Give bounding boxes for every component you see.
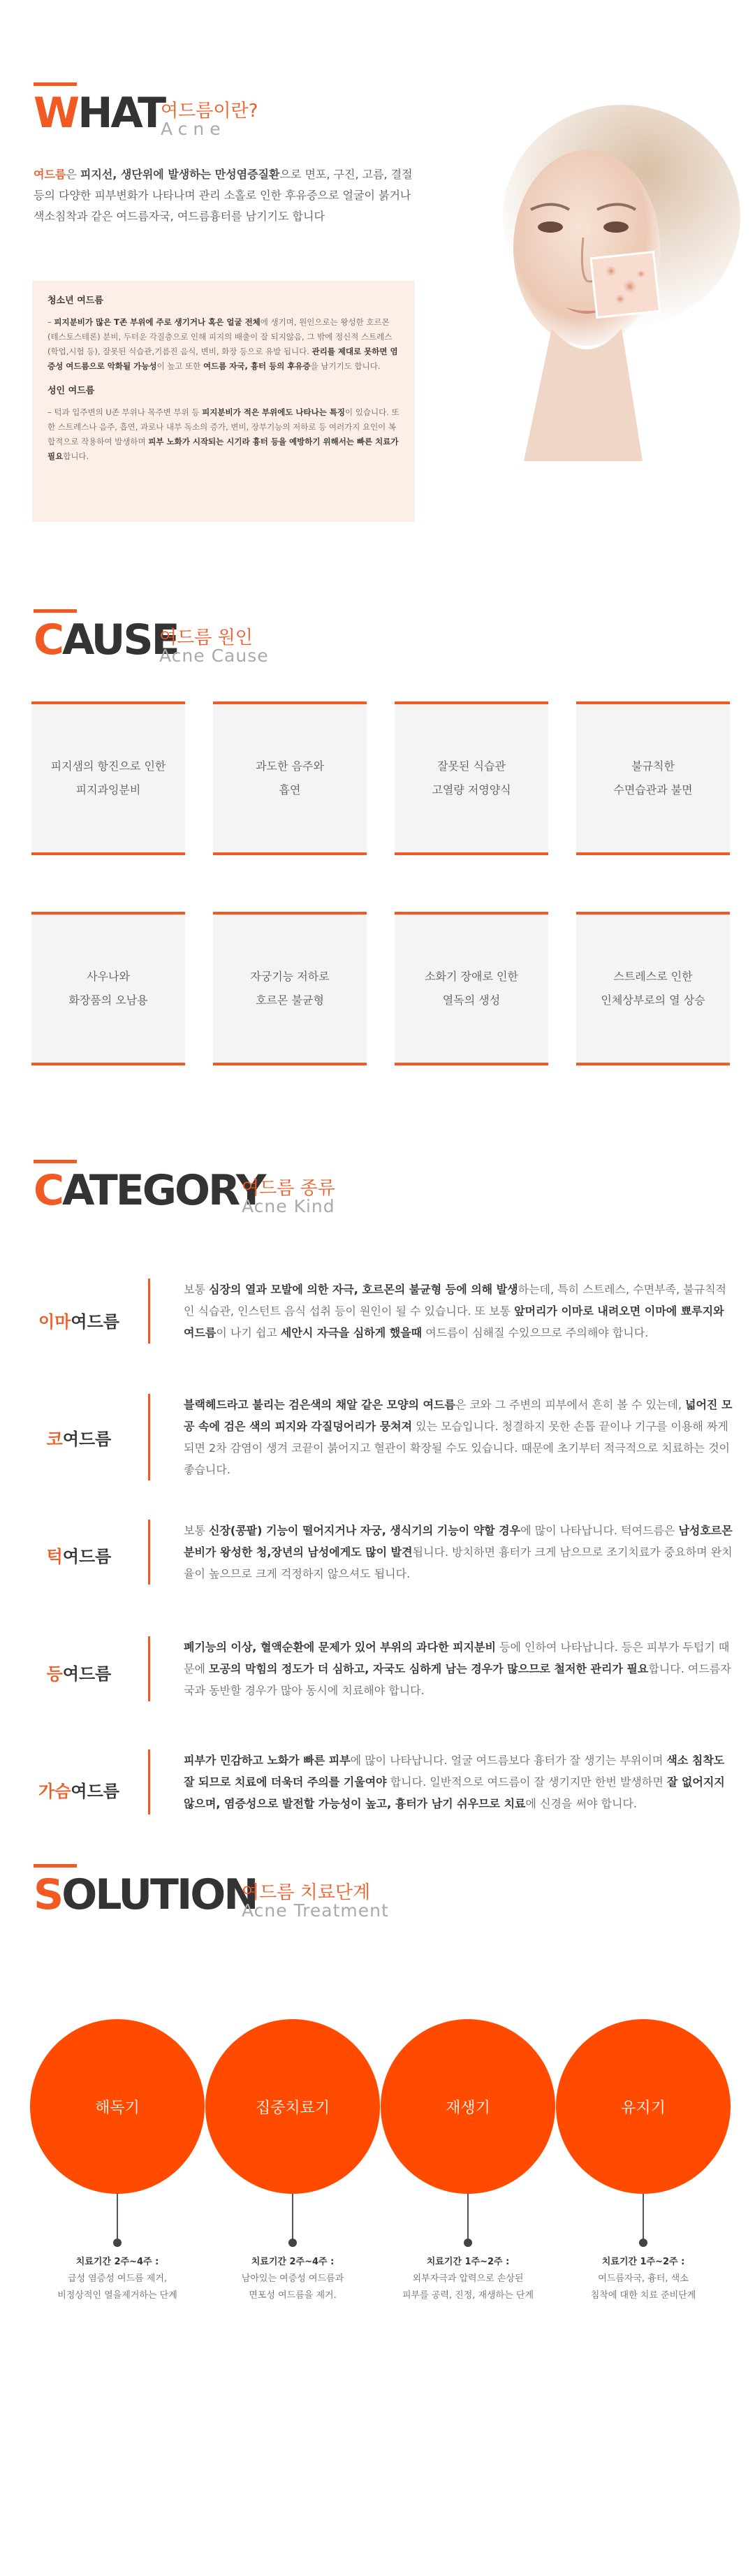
cause-heading [34, 609, 453, 672]
description-segment: 블랙헤드라고 불리는 검은색의 채알 같은 모양의 여드름 [184, 1398, 455, 1411]
category-name: 가슴여드름 [38, 1782, 119, 1801]
connector-dot [288, 2239, 297, 2247]
cause-card: 피지샘의 항진으로 인한 피지과잉분비 [31, 701, 185, 855]
description-segment: 남성호르몬 분비가 왕성한 청,장년의 남성에게도 많이 발견 [184, 1524, 733, 1559]
woman-face-illustration [447, 98, 754, 461]
description-segment: 있는 모습입니다. 청결하지 못한 손톱 끝이나 기구를 이용해 짜게 되면 2차 감염이 생겨 코끝이 붉어지고 혈관이 확장될 수도 있습니다. 때문에 초기부터 적극적으로 치료하는 것이 좋습니다. [184, 1420, 730, 1476]
connector-line [643, 2194, 644, 2243]
teen-acne-text: – 피지분비가 많은 T존 부위에 주로 생기거나 혹은 얼굴 전체에 생기며, 원인으로는 왕성한 호르몬(테스토스테론) 분비, 두터운 각질층으로 인해 피지의 배출이 잘 되지않음, 그 밖에 정신적 스트레스(학업,시험 등), 잘못된 식습관,기름진 음식, 변비, 화장 등으로 유발 됩니다. 관리를 제대로 못하면 염증성 여드름으로 악화될 가능성이 높고 또한 여드름 자국, 흉터 등의 후유증을 남기기도 합니다. [47, 317, 398, 371]
heading-accent-bar [34, 82, 77, 86]
adult-acne-title: 성인 여드름 [47, 386, 95, 396]
description-segment: 잘 없어지지 않으며, 염증성으로 발전할 가능성이 높고, 흉터가 남기 쉬우므로 치료 [184, 1775, 725, 1810]
category-description [148, 1520, 735, 1585]
what-title-kr: 여드름이란? [161, 101, 258, 122]
heading-accent-bar [34, 609, 77, 613]
what-title-en: Acne [161, 119, 226, 139]
cause-card: 불규칙한 수면습관과 불면 [576, 701, 730, 855]
description-segment: 신장(콩팥) 기능이 떨어지거나 자궁, 생식기의 기능이 약할 경우 [209, 1524, 521, 1537]
connector-line [292, 2194, 293, 2243]
connector-dot [639, 2239, 647, 2247]
category-name: 코여드름 [46, 1429, 112, 1449]
category-heading [34, 1160, 522, 1223]
solution-step-circle: 유지기 [556, 2019, 731, 2194]
cause-title: CAUSE [34, 616, 178, 664]
category-title-kr: 여드름 종류 [242, 1178, 335, 1199]
description-segment: 등에 인하여 나타납니다. 등은 피부가 두텁기 때문에 [184, 1640, 730, 1675]
connector-dot [113, 2239, 122, 2247]
description-segment: 앞머리가 이마로 내려오면 이마에 뾰루지와 여드름 [184, 1304, 724, 1339]
cause-card: 자궁기능 저하로 호르몬 불균형 [213, 912, 367, 1065]
category-description [148, 1279, 735, 1344]
what-title: WHAT [34, 89, 165, 138]
heading-accent-bar [34, 1160, 77, 1163]
description-segment: 합니다. 일반적으로 여드름이 잘 생기지만 한번 발생하면 [386, 1775, 667, 1789]
solution-step-text: 치료기간 2주~4주 : 남아있는 여증성 여드름과 면포성 여드름을 제거. [241, 2257, 344, 2301]
cause-card: 과도한 음주와 흡연 [213, 701, 367, 855]
solution-step-text: 치료기간 1주~2주 : 여드름자국, 흉터, 색소 침착에 대한 치료 준비단계 [590, 2257, 696, 2301]
description-segment: 에 많이 나타납니다. 턱여드름은 [520, 1524, 679, 1537]
cause-title-en: Acne Cause [159, 646, 269, 666]
category-description [148, 1394, 735, 1480]
description-segment: 보통 [184, 1524, 209, 1537]
what-heading [34, 82, 453, 145]
category-description [148, 1636, 735, 1701]
solution-step-text: 치료기간 1주~2주 : 외부자극과 압력으로 손상된 피부를 공력, 진정, 재생하는 단계 [402, 2257, 534, 2301]
description-segment: 여드름이 심해질 수있으므로 주의해야 합니다. [422, 1326, 649, 1339]
teen-acne-title: 청소년 여드름 [47, 296, 103, 306]
solution-title-kr: 여드름 치료단계 [242, 1882, 371, 1903]
description-segment: 합니다. 여드름자국과 동반할 경우가 많아 동시에 치료해야 합니다. [184, 1662, 731, 1697]
cause-card: 사우나와 화장품의 오남용 [31, 912, 185, 1065]
description-segment: 심장의 열과 모발에 의한 자극, 호르몬의 불균형 등에 의해 발생 [209, 1283, 518, 1296]
description-segment: 넓어진 모공 속에 검은 색의 피지와 각질덩어리가 뭉쳐져 [184, 1398, 733, 1433]
cause-card: 잘못된 식습관 고열량 저영양식 [395, 701, 548, 855]
connector-dot [464, 2239, 472, 2247]
solution-step-circle: 재생기 [381, 2019, 555, 2194]
cause-card: 소화기 장애로 인한 열독의 생성 [395, 912, 548, 1065]
description-segment: 됩니다. 방치하면 흉터가 크게 남으므로 조기치료가 중요하며 완치율이 높으므로 크게 걱정하지 않으셔도 됩니다. [184, 1545, 733, 1580]
category-name: 등여드름 [46, 1664, 112, 1684]
description-segment: 이 나기 쉽고 [216, 1326, 281, 1339]
description-segment: 세안시 자극을 심하게 했을때 [280, 1326, 423, 1339]
solution-title: SOLUTION [34, 1870, 257, 1919]
solution-title-en: Acne Treatment [242, 1900, 389, 1921]
solution-step-circle: 해독기 [30, 2019, 205, 2194]
description-segment: 보통 [184, 1283, 209, 1296]
description-segment: 모공의 막힘의 정도가 더 심하고, 자국도 심하게 남는 경우가 많으므로 철저한 관리가 필요 [209, 1662, 649, 1675]
description-segment: 폐기능의 이상, 혈액순환에 문제가 있어 부위의 과다한 피지분비 [184, 1640, 496, 1654]
category-title-en: Acne Kind [242, 1196, 335, 1216]
cause-card: 스트레스로 인한 인체상부로의 열 상승 [576, 912, 730, 1065]
adult-acne-text: – 턱과 입주변의 U존 부위나 목주변 부위 등 피지분비가 적은 부위에도 나타나는 특징이 있습니다. 또한 스트레스나 음주, 흡연, 과로나 내부 독소의 증가, 변비, 장부기능의 저하로 등 여러가지 요인이 복합적으로 작용하여 발생하며 피부 노화가 시작되는 시기라 흉터 등을 예방하기 위해서는 빠른 치료가 필요합니다. [47, 407, 400, 461]
solution-step-circle: 집중치료기 [205, 2019, 380, 2194]
what-info-box [32, 281, 415, 522]
solution-heading [34, 1864, 522, 1927]
category-name: 턱여드름 [46, 1547, 112, 1566]
description-segment: 하는데, 특히 스트레스, 수면부족, 불규칙적인 식습관, 인스턴트 음식 섭취 등이 원인이 될 수 있습니다. 또 보통 [184, 1283, 726, 1318]
category-description [148, 1749, 735, 1814]
description-segment: 피부가 민감하고 노화가 빠른 피부 [184, 1754, 351, 1767]
connector-line [117, 2194, 118, 2243]
category-title: CATEGORY [34, 1166, 265, 1215]
description-segment: 에 많이 나타납니다. 얼굴 여드름보다 흉터가 잘 생기는 부위이며 [350, 1754, 667, 1767]
solution-step-text: 치료기간 2주~4주 : 급성 염증성 여드름 제거, 비정상적인 열을제거하는 단계 [57, 2257, 177, 2301]
description-segment: 은 코와 그 주변의 피부에서 흔히 볼 수 있는데, [455, 1398, 685, 1411]
description-segment: 에 신경을 써야 합니다. [525, 1797, 637, 1810]
what-intro: 여드름은 피지선, 생단위에 발생하는 만성염증질환으로 면포, 구진, 고름, 결절 등의 다양한 피부변화가 나타나며 관리 소홀로 인한 후유증으로 얼굴이 붉거나 색소침착과 같은 여드름자국, 여드름흉터를 남기기도 합니다 [34, 168, 413, 223]
cause-title-kr: 여드름 원인 [159, 627, 253, 648]
heading-accent-bar [34, 1864, 77, 1868]
description-segment: 색소 침착도 잘 되므로 치료에 더욱더 주의를 기울여야 [184, 1754, 725, 1789]
connector-line [467, 2194, 469, 2243]
category-name: 이마여드름 [38, 1312, 119, 1332]
